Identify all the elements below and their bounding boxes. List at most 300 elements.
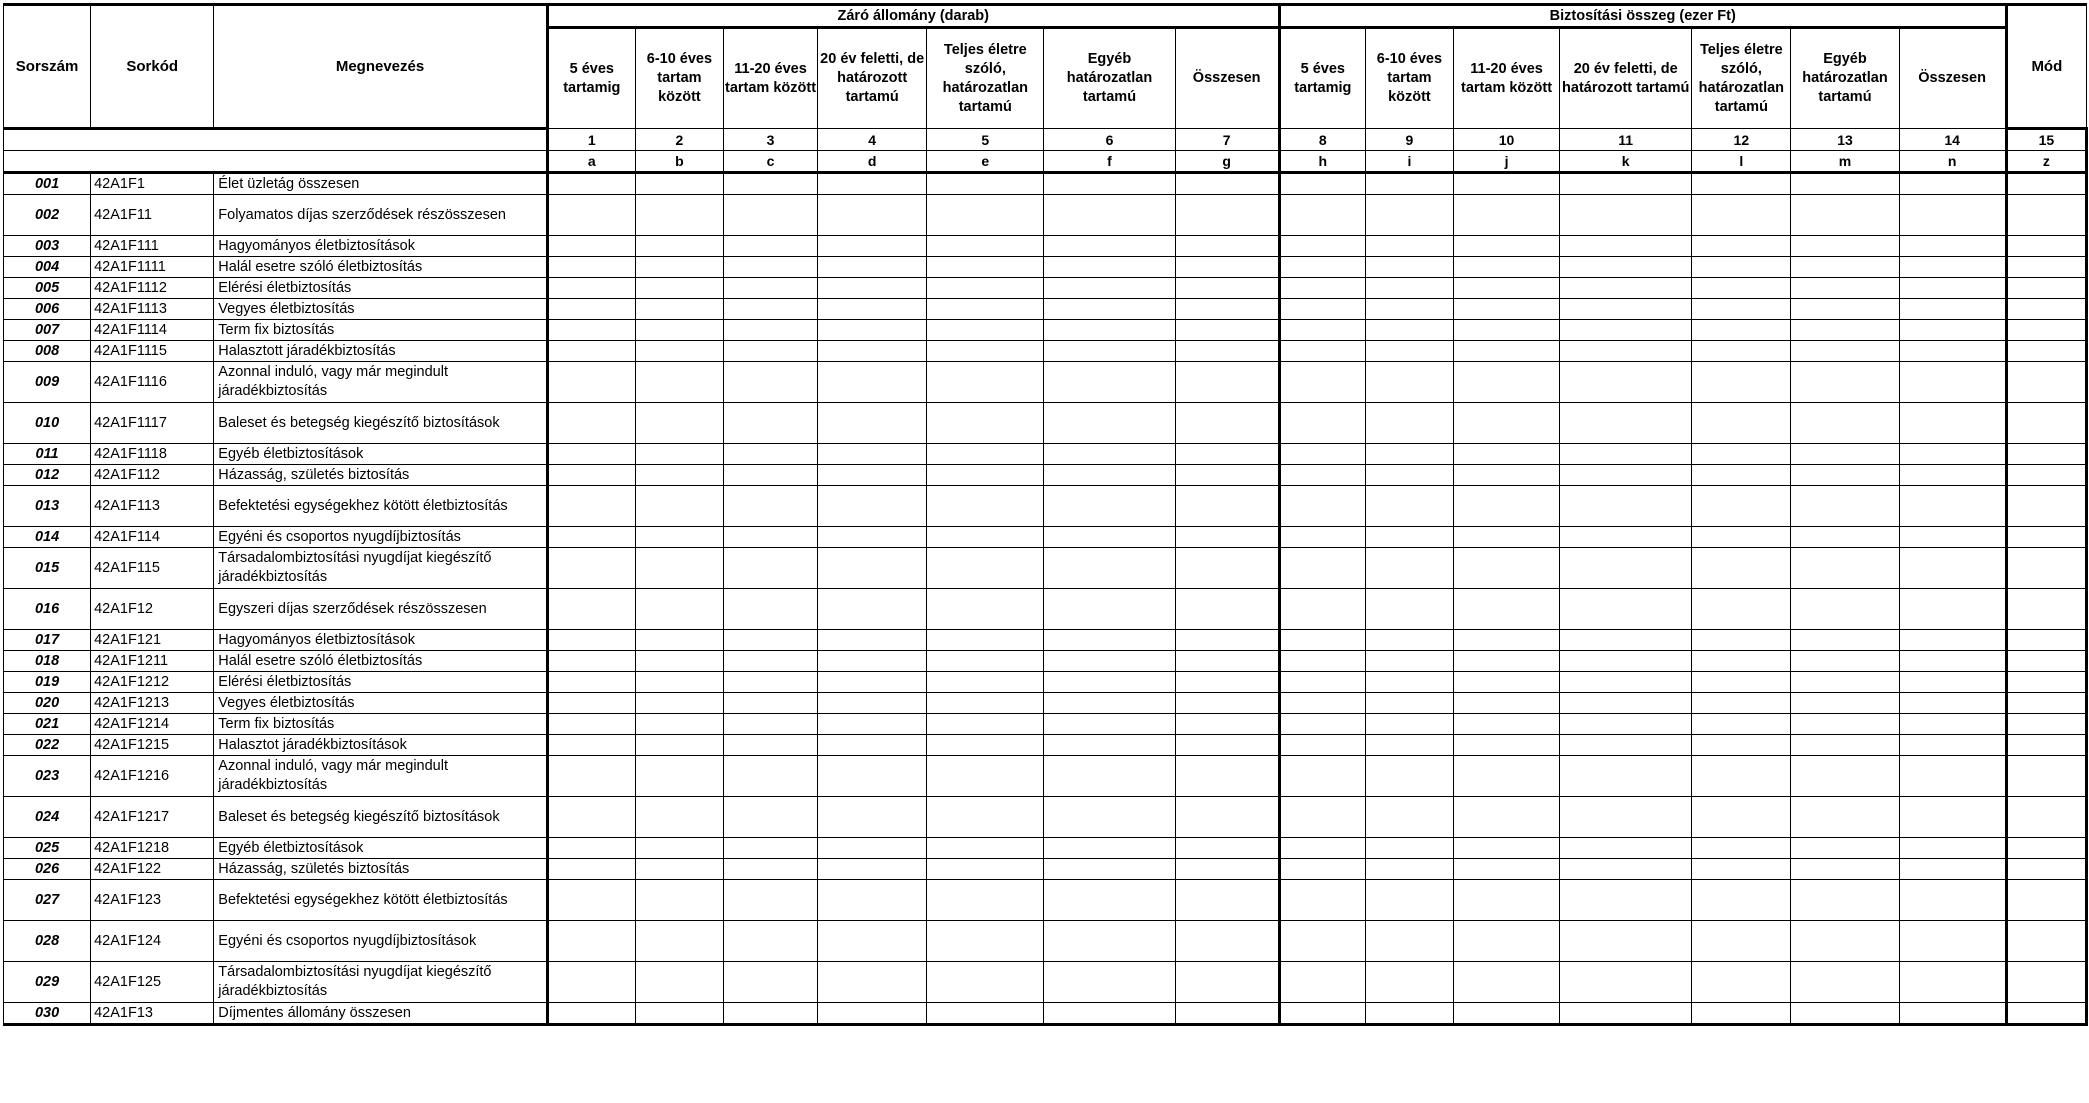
value-cell-col-10[interactable] [1453,838,1559,859]
value-cell-col-5[interactable] [927,486,1044,527]
value-cell-col-5[interactable] [927,962,1044,1003]
value-cell-col-5[interactable] [927,589,1044,630]
value-cell-col-10[interactable] [1453,859,1559,880]
value-cell-col-13[interactable] [1791,548,1899,589]
value-cell-col-9[interactable] [1365,1003,1453,1025]
value-cell-col-12[interactable] [1692,756,1791,797]
value-cell-col-15[interactable] [2006,693,2086,714]
value-cell-col-13[interactable] [1791,756,1899,797]
value-cell-col-2[interactable] [635,838,723,859]
value-cell-col-8[interactable] [1279,693,1365,714]
value-cell-col-11[interactable] [1560,257,1692,278]
value-cell-col-3[interactable] [723,797,817,838]
value-cell-col-9[interactable] [1365,444,1453,465]
value-cell-col-15[interactable] [2006,486,2086,527]
value-cell-col-11[interactable] [1560,756,1692,797]
value-cell-col-1[interactable] [547,1003,635,1025]
value-cell-col-3[interactable] [723,1003,817,1025]
value-cell-col-8[interactable] [1279,859,1365,880]
value-cell-col-12[interactable] [1692,257,1791,278]
value-cell-col-5[interactable] [927,921,1044,962]
value-cell-col-11[interactable] [1560,362,1692,403]
value-cell-col-8[interactable] [1279,195,1365,236]
value-cell-col-15[interactable] [2006,797,2086,838]
value-cell-col-11[interactable] [1560,962,1692,1003]
value-cell-col-14[interactable] [1899,693,2006,714]
value-cell-col-5[interactable] [927,195,1044,236]
value-cell-col-3[interactable] [723,403,817,444]
value-cell-col-5[interactable] [927,714,1044,735]
value-cell-col-3[interactable] [723,195,817,236]
value-cell-col-4[interactable] [818,320,927,341]
value-cell-col-10[interactable] [1453,444,1559,465]
value-cell-col-12[interactable] [1692,341,1791,362]
value-cell-col-15[interactable] [2006,195,2086,236]
value-cell-col-5[interactable] [927,173,1044,195]
value-cell-col-1[interactable] [547,278,635,299]
value-cell-col-5[interactable] [927,693,1044,714]
value-cell-col-9[interactable] [1365,362,1453,403]
value-cell-col-8[interactable] [1279,341,1365,362]
value-cell-col-7[interactable] [1175,1003,1279,1025]
value-cell-col-3[interactable] [723,672,817,693]
value-cell-col-4[interactable] [818,299,927,320]
value-cell-col-9[interactable] [1365,341,1453,362]
value-cell-col-14[interactable] [1899,362,2006,403]
value-cell-col-6[interactable] [1044,362,1175,403]
value-cell-col-2[interactable] [635,651,723,672]
value-cell-col-7[interactable] [1175,693,1279,714]
value-cell-col-15[interactable] [2006,880,2086,921]
value-cell-col-13[interactable] [1791,465,1899,486]
value-cell-col-11[interactable] [1560,921,1692,962]
value-cell-col-4[interactable] [818,880,927,921]
value-cell-col-7[interactable] [1175,838,1279,859]
value-cell-col-6[interactable] [1044,299,1175,320]
value-cell-col-12[interactable] [1692,714,1791,735]
value-cell-col-2[interactable] [635,672,723,693]
value-cell-col-13[interactable] [1791,486,1899,527]
value-cell-col-8[interactable] [1279,320,1365,341]
value-cell-col-7[interactable] [1175,236,1279,257]
value-cell-col-1[interactable] [547,797,635,838]
value-cell-col-6[interactable] [1044,236,1175,257]
value-cell-col-2[interactable] [635,921,723,962]
value-cell-col-10[interactable] [1453,486,1559,527]
value-cell-col-6[interactable] [1044,548,1175,589]
value-cell-col-12[interactable] [1692,962,1791,1003]
value-cell-col-11[interactable] [1560,589,1692,630]
value-cell-col-10[interactable] [1453,403,1559,444]
value-cell-col-11[interactable] [1560,278,1692,299]
value-cell-col-5[interactable] [927,527,1044,548]
value-cell-col-3[interactable] [723,962,817,1003]
value-cell-col-14[interactable] [1899,403,2006,444]
value-cell-col-9[interactable] [1365,403,1453,444]
value-cell-col-11[interactable] [1560,714,1692,735]
value-cell-col-1[interactable] [547,838,635,859]
value-cell-col-12[interactable] [1692,403,1791,444]
value-cell-col-2[interactable] [635,486,723,527]
value-cell-col-4[interactable] [818,527,927,548]
value-cell-col-1[interactable] [547,320,635,341]
value-cell-col-12[interactable] [1692,880,1791,921]
value-cell-col-14[interactable] [1899,962,2006,1003]
value-cell-col-11[interactable] [1560,341,1692,362]
value-cell-col-3[interactable] [723,714,817,735]
value-cell-col-4[interactable] [818,341,927,362]
value-cell-col-14[interactable] [1899,444,2006,465]
value-cell-col-11[interactable] [1560,693,1692,714]
value-cell-col-8[interactable] [1279,548,1365,589]
value-cell-col-15[interactable] [2006,320,2086,341]
value-cell-col-13[interactable] [1791,173,1899,195]
value-cell-col-4[interactable] [818,859,927,880]
value-cell-col-5[interactable] [927,838,1044,859]
value-cell-col-3[interactable] [723,630,817,651]
value-cell-col-5[interactable] [927,299,1044,320]
value-cell-col-2[interactable] [635,299,723,320]
value-cell-col-7[interactable] [1175,756,1279,797]
value-cell-col-2[interactable] [635,236,723,257]
value-cell-col-3[interactable] [723,735,817,756]
value-cell-col-1[interactable] [547,880,635,921]
value-cell-col-15[interactable] [2006,714,2086,735]
value-cell-col-6[interactable] [1044,735,1175,756]
value-cell-col-8[interactable] [1279,880,1365,921]
value-cell-col-8[interactable] [1279,672,1365,693]
value-cell-col-7[interactable] [1175,278,1279,299]
value-cell-col-13[interactable] [1791,444,1899,465]
value-cell-col-9[interactable] [1365,236,1453,257]
value-cell-col-8[interactable] [1279,756,1365,797]
value-cell-col-15[interactable] [2006,735,2086,756]
value-cell-col-7[interactable] [1175,444,1279,465]
value-cell-col-10[interactable] [1453,173,1559,195]
value-cell-col-5[interactable] [927,548,1044,589]
value-cell-col-2[interactable] [635,1003,723,1025]
value-cell-col-11[interactable] [1560,672,1692,693]
value-cell-col-3[interactable] [723,465,817,486]
value-cell-col-15[interactable] [2006,257,2086,278]
value-cell-col-14[interactable] [1899,756,2006,797]
value-cell-col-6[interactable] [1044,465,1175,486]
value-cell-col-13[interactable] [1791,797,1899,838]
value-cell-col-14[interactable] [1899,838,2006,859]
value-cell-col-11[interactable] [1560,403,1692,444]
value-cell-col-3[interactable] [723,486,817,527]
value-cell-col-15[interactable] [2006,362,2086,403]
value-cell-col-7[interactable] [1175,362,1279,403]
value-cell-col-5[interactable] [927,403,1044,444]
value-cell-col-15[interactable] [2006,527,2086,548]
value-cell-col-6[interactable] [1044,278,1175,299]
value-cell-col-11[interactable] [1560,236,1692,257]
value-cell-col-6[interactable] [1044,320,1175,341]
value-cell-col-11[interactable] [1560,630,1692,651]
value-cell-col-8[interactable] [1279,589,1365,630]
value-cell-col-12[interactable] [1692,444,1791,465]
value-cell-col-4[interactable] [818,962,927,1003]
value-cell-col-4[interactable] [818,236,927,257]
value-cell-col-8[interactable] [1279,797,1365,838]
value-cell-col-4[interactable] [818,797,927,838]
value-cell-col-10[interactable] [1453,651,1559,672]
value-cell-col-12[interactable] [1692,299,1791,320]
value-cell-col-1[interactable] [547,341,635,362]
value-cell-col-5[interactable] [927,341,1044,362]
value-cell-col-14[interactable] [1899,630,2006,651]
value-cell-col-12[interactable] [1692,630,1791,651]
value-cell-col-14[interactable] [1899,299,2006,320]
value-cell-col-14[interactable] [1899,341,2006,362]
value-cell-col-13[interactable] [1791,195,1899,236]
value-cell-col-9[interactable] [1365,173,1453,195]
value-cell-col-14[interactable] [1899,486,2006,527]
value-cell-col-12[interactable] [1692,527,1791,548]
value-cell-col-1[interactable] [547,589,635,630]
value-cell-col-2[interactable] [635,403,723,444]
value-cell-col-15[interactable] [2006,859,2086,880]
value-cell-col-13[interactable] [1791,278,1899,299]
value-cell-col-10[interactable] [1453,672,1559,693]
value-cell-col-13[interactable] [1791,714,1899,735]
value-cell-col-15[interactable] [2006,278,2086,299]
value-cell-col-3[interactable] [723,299,817,320]
value-cell-col-3[interactable] [723,756,817,797]
value-cell-col-3[interactable] [723,548,817,589]
value-cell-col-14[interactable] [1899,236,2006,257]
value-cell-col-9[interactable] [1365,486,1453,527]
value-cell-col-11[interactable] [1560,527,1692,548]
value-cell-col-13[interactable] [1791,962,1899,1003]
value-cell-col-6[interactable] [1044,403,1175,444]
value-cell-col-11[interactable] [1560,548,1692,589]
value-cell-col-15[interactable] [2006,299,2086,320]
value-cell-col-10[interactable] [1453,756,1559,797]
value-cell-col-12[interactable] [1692,362,1791,403]
value-cell-col-3[interactable] [723,527,817,548]
value-cell-col-8[interactable] [1279,921,1365,962]
value-cell-col-4[interactable] [818,630,927,651]
value-cell-col-9[interactable] [1365,797,1453,838]
value-cell-col-1[interactable] [547,527,635,548]
value-cell-col-12[interactable] [1692,735,1791,756]
value-cell-col-10[interactable] [1453,1003,1559,1025]
value-cell-col-6[interactable] [1044,257,1175,278]
value-cell-col-4[interactable] [818,735,927,756]
value-cell-col-11[interactable] [1560,838,1692,859]
value-cell-col-2[interactable] [635,362,723,403]
value-cell-col-10[interactable] [1453,195,1559,236]
value-cell-col-12[interactable] [1692,1003,1791,1025]
value-cell-col-14[interactable] [1899,320,2006,341]
value-cell-col-2[interactable] [635,714,723,735]
value-cell-col-9[interactable] [1365,465,1453,486]
value-cell-col-12[interactable] [1692,651,1791,672]
value-cell-col-12[interactable] [1692,195,1791,236]
value-cell-col-1[interactable] [547,548,635,589]
value-cell-col-6[interactable] [1044,195,1175,236]
value-cell-col-6[interactable] [1044,651,1175,672]
value-cell-col-13[interactable] [1791,403,1899,444]
value-cell-col-15[interactable] [2006,962,2086,1003]
value-cell-col-14[interactable] [1899,548,2006,589]
value-cell-col-1[interactable] [547,630,635,651]
value-cell-col-3[interactable] [723,257,817,278]
value-cell-col-13[interactable] [1791,589,1899,630]
value-cell-col-12[interactable] [1692,838,1791,859]
value-cell-col-8[interactable] [1279,257,1365,278]
value-cell-col-5[interactable] [927,672,1044,693]
value-cell-col-4[interactable] [818,693,927,714]
value-cell-col-10[interactable] [1453,797,1559,838]
value-cell-col-1[interactable] [547,735,635,756]
value-cell-col-14[interactable] [1899,173,2006,195]
value-cell-col-3[interactable] [723,236,817,257]
value-cell-col-2[interactable] [635,320,723,341]
value-cell-col-8[interactable] [1279,1003,1365,1025]
value-cell-col-2[interactable] [635,693,723,714]
value-cell-col-9[interactable] [1365,278,1453,299]
value-cell-col-7[interactable] [1175,672,1279,693]
value-cell-col-14[interactable] [1899,921,2006,962]
value-cell-col-7[interactable] [1175,880,1279,921]
value-cell-col-8[interactable] [1279,403,1365,444]
value-cell-col-10[interactable] [1453,527,1559,548]
value-cell-col-7[interactable] [1175,921,1279,962]
value-cell-col-12[interactable] [1692,693,1791,714]
value-cell-col-14[interactable] [1899,651,2006,672]
value-cell-col-15[interactable] [2006,403,2086,444]
value-cell-col-13[interactable] [1791,362,1899,403]
value-cell-col-9[interactable] [1365,756,1453,797]
value-cell-col-13[interactable] [1791,693,1899,714]
value-cell-col-15[interactable] [2006,341,2086,362]
value-cell-col-6[interactable] [1044,486,1175,527]
value-cell-col-1[interactable] [547,173,635,195]
value-cell-col-3[interactable] [723,173,817,195]
value-cell-col-8[interactable] [1279,838,1365,859]
value-cell-col-2[interactable] [635,859,723,880]
value-cell-col-2[interactable] [635,962,723,1003]
value-cell-col-8[interactable] [1279,630,1365,651]
value-cell-col-15[interactable] [2006,1003,2086,1025]
value-cell-col-10[interactable] [1453,236,1559,257]
value-cell-col-15[interactable] [2006,589,2086,630]
value-cell-col-15[interactable] [2006,236,2086,257]
value-cell-col-9[interactable] [1365,320,1453,341]
value-cell-col-2[interactable] [635,797,723,838]
value-cell-col-2[interactable] [635,735,723,756]
value-cell-col-15[interactable] [2006,444,2086,465]
value-cell-col-5[interactable] [927,278,1044,299]
value-cell-col-1[interactable] [547,756,635,797]
value-cell-col-7[interactable] [1175,257,1279,278]
value-cell-col-7[interactable] [1175,797,1279,838]
value-cell-col-15[interactable] [2006,756,2086,797]
value-cell-col-4[interactable] [818,651,927,672]
value-cell-col-15[interactable] [2006,465,2086,486]
value-cell-col-13[interactable] [1791,651,1899,672]
value-cell-col-10[interactable] [1453,714,1559,735]
value-cell-col-5[interactable] [927,320,1044,341]
value-cell-col-6[interactable] [1044,341,1175,362]
value-cell-col-7[interactable] [1175,403,1279,444]
value-cell-col-8[interactable] [1279,299,1365,320]
value-cell-col-7[interactable] [1175,651,1279,672]
value-cell-col-12[interactable] [1692,797,1791,838]
value-cell-col-9[interactable] [1365,672,1453,693]
value-cell-col-1[interactable] [547,859,635,880]
value-cell-col-6[interactable] [1044,589,1175,630]
value-cell-col-13[interactable] [1791,838,1899,859]
value-cell-col-9[interactable] [1365,589,1453,630]
value-cell-col-10[interactable] [1453,465,1559,486]
value-cell-col-9[interactable] [1365,693,1453,714]
value-cell-col-4[interactable] [818,195,927,236]
value-cell-col-7[interactable] [1175,589,1279,630]
value-cell-col-1[interactable] [547,651,635,672]
value-cell-col-14[interactable] [1899,589,2006,630]
value-cell-col-10[interactable] [1453,589,1559,630]
value-cell-col-10[interactable] [1453,880,1559,921]
value-cell-col-5[interactable] [927,444,1044,465]
value-cell-col-10[interactable] [1453,257,1559,278]
value-cell-col-11[interactable] [1560,859,1692,880]
value-cell-col-10[interactable] [1453,693,1559,714]
value-cell-col-12[interactable] [1692,486,1791,527]
value-cell-col-9[interactable] [1365,962,1453,1003]
value-cell-col-10[interactable] [1453,299,1559,320]
value-cell-col-1[interactable] [547,672,635,693]
value-cell-col-6[interactable] [1044,797,1175,838]
value-cell-col-9[interactable] [1365,195,1453,236]
value-cell-col-6[interactable] [1044,630,1175,651]
value-cell-col-4[interactable] [818,278,927,299]
value-cell-col-1[interactable] [547,444,635,465]
value-cell-col-8[interactable] [1279,173,1365,195]
value-cell-col-4[interactable] [818,486,927,527]
value-cell-col-13[interactable] [1791,630,1899,651]
value-cell-col-5[interactable] [927,651,1044,672]
value-cell-col-3[interactable] [723,362,817,403]
value-cell-col-8[interactable] [1279,651,1365,672]
value-cell-col-5[interactable] [927,236,1044,257]
value-cell-col-6[interactable] [1044,672,1175,693]
value-cell-col-5[interactable] [927,859,1044,880]
value-cell-col-3[interactable] [723,444,817,465]
value-cell-col-4[interactable] [818,465,927,486]
value-cell-col-13[interactable] [1791,527,1899,548]
value-cell-col-7[interactable] [1175,548,1279,589]
value-cell-col-5[interactable] [927,257,1044,278]
value-cell-col-1[interactable] [547,921,635,962]
value-cell-col-14[interactable] [1899,714,2006,735]
value-cell-col-11[interactable] [1560,299,1692,320]
value-cell-col-8[interactable] [1279,527,1365,548]
value-cell-col-4[interactable] [818,714,927,735]
value-cell-col-5[interactable] [927,465,1044,486]
value-cell-col-2[interactable] [635,589,723,630]
value-cell-col-15[interactable] [2006,630,2086,651]
value-cell-col-4[interactable] [818,444,927,465]
value-cell-col-3[interactable] [723,341,817,362]
value-cell-col-12[interactable] [1692,278,1791,299]
value-cell-col-7[interactable] [1175,527,1279,548]
value-cell-col-7[interactable] [1175,859,1279,880]
value-cell-col-6[interactable] [1044,880,1175,921]
